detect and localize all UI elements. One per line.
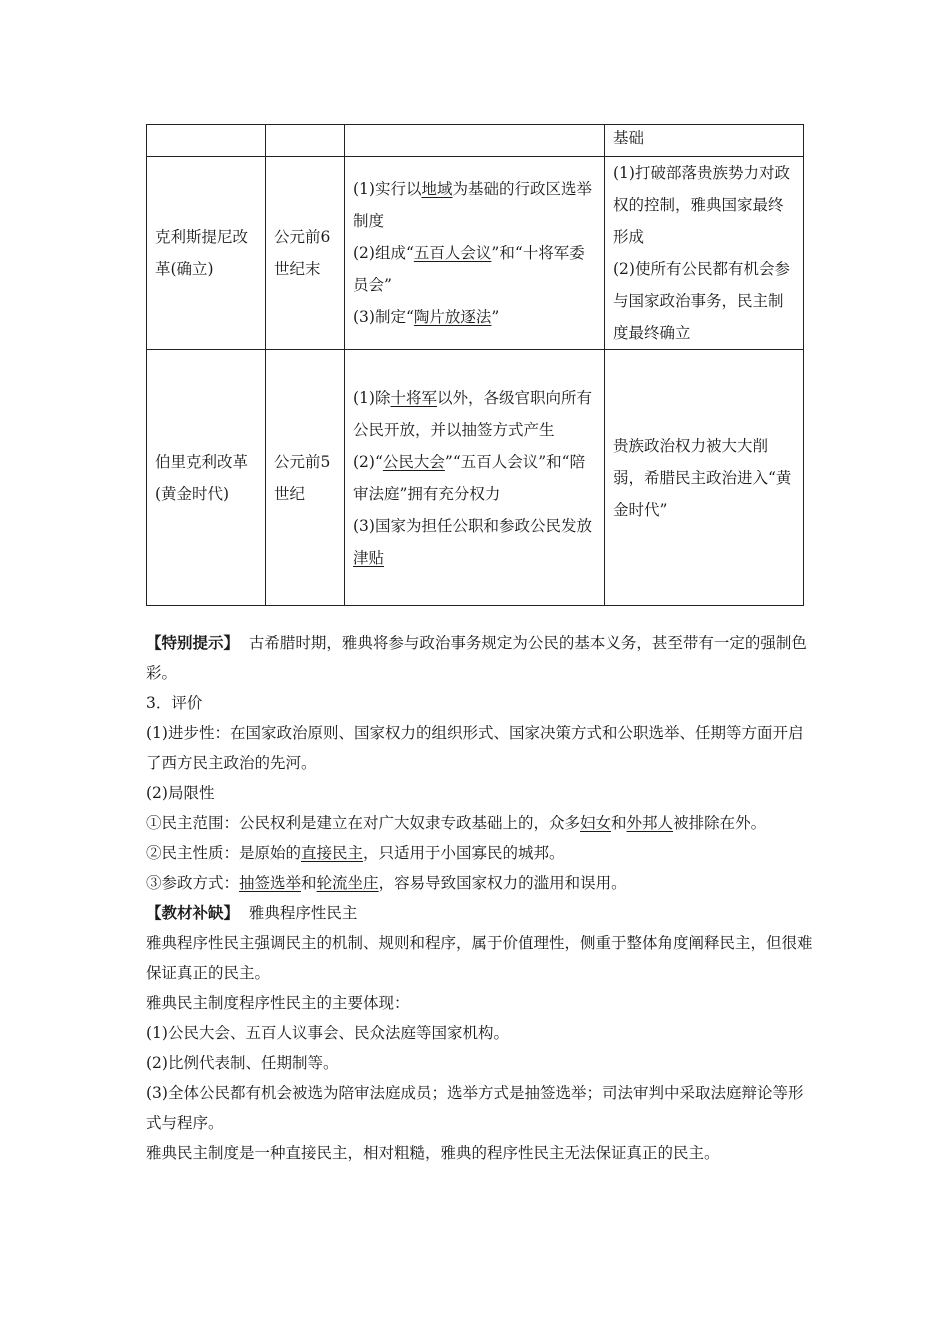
table-row xyxy=(147,157,804,350)
table-cell xyxy=(345,125,605,157)
paragraph: (1)进步性：在国家政治原则、国家权力的组织形式、国家决策方式和公职选举、任期等方面开启了西方民主政治的先河。 xyxy=(146,724,804,772)
measure-item: (2)“公民大会”“五百人会议”和“陪审法庭”拥有充分权力 xyxy=(353,452,586,503)
impact-item: (2)使所有公民都有机会参与国家政治事务，民主制度最终确立 xyxy=(613,260,790,342)
paragraph: 雅典民主制度是一种直接民主，相对粗糙，雅典的程序性民主无法保证真正的民主。 xyxy=(146,1144,720,1162)
section-heading: 3．评价 xyxy=(146,694,203,712)
measure-item: (2)组成“五百人会议”和“十将军委员会” xyxy=(353,244,585,294)
reform-time: 公元前5世纪 xyxy=(266,350,345,606)
paragraph: (3)全体公民都有机会被选为陪审法庭成员；选举方式是抽签选举；司法审判中采取法庭辩论等形式与程序。 xyxy=(146,1084,804,1132)
table-cell: 基础 xyxy=(605,125,804,157)
list-item: ①民主范围：公民权利是建立在对广大奴隶专政基础上的，众多妇女和外邦人被排除在外。 xyxy=(146,814,767,832)
table-row xyxy=(147,125,804,157)
reform-time: 公元前6世纪末 xyxy=(266,157,345,350)
body-text xyxy=(146,628,814,1168)
measure-item: (3)国家为担任公职和参政公民发放津贴 xyxy=(353,516,592,567)
supplement-heading: 【教材补缺】 雅典程序性民主 xyxy=(146,903,358,922)
paragraph: 雅典程序性民主强调民主的机制、规则和程序，属于价值理性，侧重于整体角度阐释民主，但很难保证真正的民主。 xyxy=(146,934,813,982)
supplement-tag: 【教材补缺】 xyxy=(146,903,240,922)
paragraph: (2)局限性 xyxy=(146,784,215,802)
reform-name: 伯里克利改革(黄金时代) xyxy=(147,350,266,606)
impact-item: 贵族政治权力被大大削弱，希腊民主政治进入“黄金时代” xyxy=(613,436,792,519)
list-item: ②民主性质：是原始的直接民主，只适用于小国寡民的城邦。 xyxy=(146,844,565,862)
list-item: ③参政方式：抽签选举和轮流坐庄，容易导致国家权力的滥用和误用。 xyxy=(146,874,627,892)
table-cell xyxy=(266,125,345,157)
paragraph: (1)公民大会、五百人议事会、民众法庭等国家机构。 xyxy=(146,1024,509,1042)
reform-measures xyxy=(345,157,605,350)
reform-measures xyxy=(345,350,605,606)
reform-name: 克利斯提尼改革(确立) xyxy=(147,157,266,350)
reform-impact xyxy=(605,157,804,350)
measure-item: (1)除十将军以外，各级官职向所有公民开放，并以抽签方式产生 xyxy=(353,388,592,439)
tip-tag: 【特别提示】 xyxy=(146,633,240,652)
paragraph: 雅典民主制度程序性民主的主要体现： xyxy=(146,994,410,1012)
table-cell xyxy=(147,125,266,157)
measure-item: (3)制定“陶片放逐法” xyxy=(353,308,500,326)
special-tip: 【特别提示】 古希腊时期，雅典将参与政治事务规定为公民的基本义务，甚至带有一定的强制色彩。 xyxy=(146,633,807,682)
impact-item: (1)打破部落贵族势力对政权的控制，雅典国家最终形成 xyxy=(613,164,790,246)
reform-impact xyxy=(605,350,804,606)
paragraph: (2)比例代表制、任期制等。 xyxy=(146,1054,339,1072)
reform-table xyxy=(146,124,804,606)
table-row xyxy=(147,350,804,606)
measure-item: (1)实行以地域为基础的行政区选举制度 xyxy=(353,180,592,230)
